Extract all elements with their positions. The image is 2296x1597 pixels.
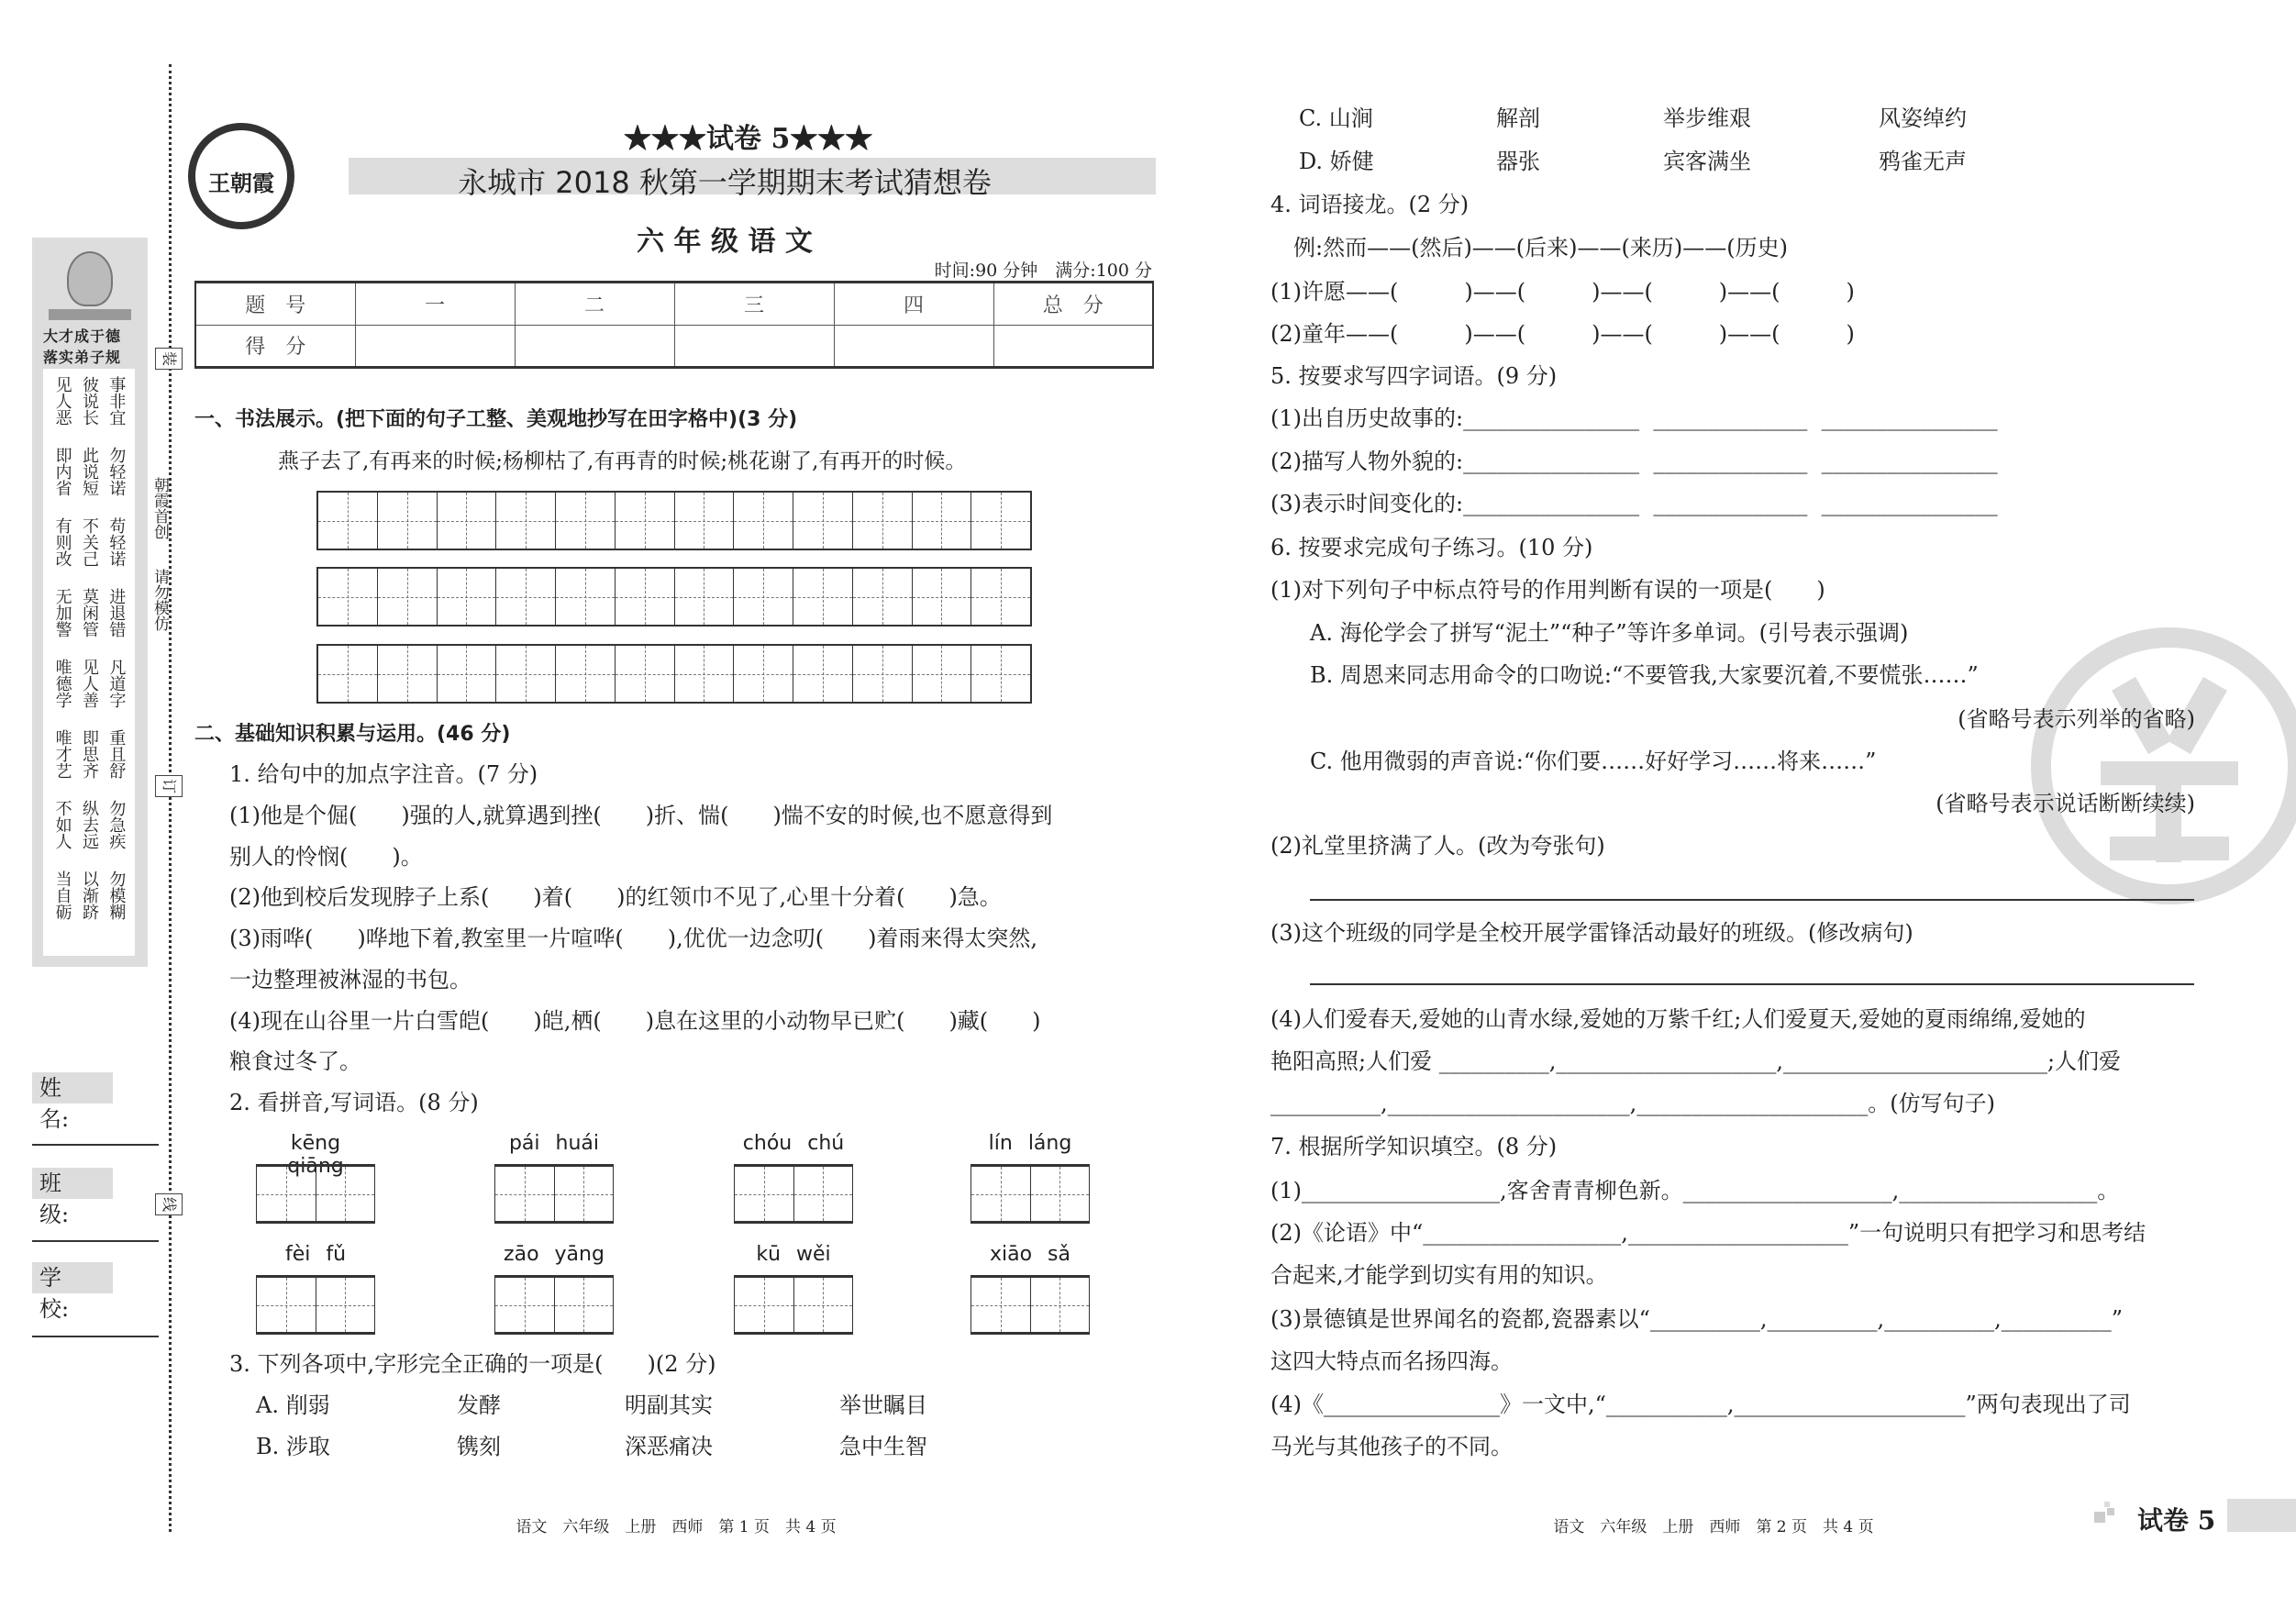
q3-option-b: 深恶痛决: [625, 1434, 713, 1459]
desk-icon: [49, 309, 131, 320]
q7-4-l2-text: 马光与其他孩子的不同。: [1270, 1434, 1513, 1459]
grid-cell[interactable]: [318, 569, 378, 625]
pinyin-label: kēng qiāng: [287, 1132, 344, 1178]
q5-1-text: (1)出自历史故事的:________________ ______________ ________________: [1270, 405, 1998, 431]
q7-2-l1-text: (2)《论语》中“__________________,____________________”一句说明只有把学习和思考结: [1270, 1220, 2146, 1246]
pinyin-answer-box[interactable]: [734, 1275, 853, 1335]
name-field[interactable]: [32, 1144, 159, 1146]
q3-d-3-text: 鸦雀无声: [1879, 149, 1967, 174]
grid-cell[interactable]: [318, 493, 378, 549]
q1-line: 别人的怜悯( )。: [229, 843, 423, 870]
page-footer-left: 语文 六年级 上册 西师 第 1 页 共 4 页: [516, 1518, 837, 1536]
binding-mark-xian: 线: [155, 1193, 183, 1215]
grid-cell[interactable]: [971, 646, 1030, 702]
pinyin-answer-box[interactable]: [734, 1164, 853, 1224]
answer-line[interactable]: [1310, 899, 2194, 901]
section-1-title: 一、书法展示。(把下面的句子工整、美观地抄写在田字格中)(3 分): [194, 408, 798, 431]
grid-cell[interactable]: [316, 1278, 375, 1332]
q3-c-3-text: 风姿绰约: [1879, 105, 1967, 131]
verse-column: 纵去远: [79, 800, 99, 849]
grid-cell[interactable]: [793, 493, 853, 549]
grid-cell[interactable]: [438, 569, 497, 625]
verse-column: 莫闲管: [79, 588, 99, 638]
grid-cell[interactable]: [971, 1278, 1031, 1332]
pinyin-answer-box[interactable]: [256, 1275, 375, 1335]
pinyin-answer-box[interactable]: [256, 1164, 375, 1224]
grid-cell[interactable]: [555, 1167, 614, 1221]
q7-4-l1-text: (4)《________________》一文中,“___________,_____________________”两句表现出了司: [1270, 1392, 2131, 1417]
copy-sentence: 燕子去了,有再来的时候;杨柳枯了,有再青的时候;桃花谢了,有再开的时候。: [278, 449, 967, 473]
q4-text: 4. 词语接龙。(2 分): [1270, 192, 1470, 217]
header-cell: 四: [834, 283, 993, 326]
q3-c-1-text: 解剖: [1496, 105, 1540, 131]
q3-option-b: 急中生智: [839, 1434, 927, 1459]
verse-group: [49, 588, 129, 647]
verse-column: 即内省: [52, 447, 72, 496]
grid-cell[interactable]: [378, 569, 438, 625]
class-label: 班 级:: [32, 1168, 113, 1199]
header-cell: 二: [515, 283, 674, 326]
pinyin-label: fèi fǔ: [284, 1243, 347, 1266]
grid-cell[interactable]: [794, 1278, 853, 1332]
pinyin-label: kū wěi: [756, 1243, 831, 1266]
pinyin-label: lín láng: [988, 1132, 1072, 1155]
grid-cell[interactable]: [616, 569, 675, 625]
verse-column: 以渐跻: [79, 871, 99, 920]
grid-cell[interactable]: [257, 1278, 316, 1332]
exam-badge: ★★★试卷 5★★★: [624, 123, 873, 155]
verse-column: 凡道字: [106, 659, 127, 708]
grid-cell[interactable]: [913, 646, 972, 702]
header-cell: 总 分: [993, 283, 1153, 326]
q1-line: (2)他到校后发现脖子上系( )着( )的红领巾不见了,心里十分着( )急。: [229, 884, 1002, 911]
verse-column: 苟轻诺: [106, 517, 127, 567]
grid-cell[interactable]: [735, 1167, 794, 1221]
pinyin-answer-box[interactable]: [494, 1164, 614, 1224]
q6-2-text: (2)礼堂里挤满了人。(改为夸张句): [1270, 833, 1605, 859]
grid-cell[interactable]: [734, 569, 793, 625]
grid-cell[interactable]: [913, 493, 972, 549]
score-cell[interactable]: [674, 325, 834, 368]
corner-squares-icon: [2094, 1512, 2105, 1523]
section-2-title: 二、基础知识积累与运用。(46 分): [194, 723, 511, 746]
q3-option-b: 镌刻: [457, 1434, 501, 1459]
q1-line: (3)雨哗( )哗地下着,教室里一片喧哗( ),优优一边念叨( )着雨来得太突然,: [229, 926, 1038, 952]
q4-example-text: 例:然而——(然后)——(后来)——(来历)——(历史): [1293, 235, 1788, 261]
verse-column: 见人善: [79, 659, 99, 708]
q6-1-a-text: A. 海伦学会了拼写“泥土”“种子”等许多单词。(引号表示强调): [1310, 620, 1909, 646]
pinyin-answer-box[interactable]: [494, 1275, 614, 1335]
q6-1-b-text: B. 周恩来同志用命令的口吻说:“不要管我,大家要沉着,不要慌张……”: [1310, 662, 1979, 688]
verse-group: [49, 729, 129, 788]
grid-cell[interactable]: [1031, 1167, 1090, 1221]
grid-cell[interactable]: [556, 569, 616, 625]
score-header-row: [195, 283, 1153, 326]
q5-2-text: (2)描写人物外貌的:________________ ______________ ________________: [1270, 449, 1998, 474]
school-label: 学 校:: [32, 1262, 113, 1293]
verse-column: 无加警: [52, 588, 72, 638]
subject-title: 六 年 级 语 文: [637, 226, 813, 258]
q1-line: 一边整理被淋湿的书包。: [229, 966, 471, 993]
verse-column: 不如人: [52, 800, 72, 849]
q1-line: (1)他是个倔( )强的人,就算遇到挫( )折、惴( )惴不安的时候,也不愿意得到: [229, 803, 1053, 828]
q3-option-a: 明副其实: [625, 1392, 713, 1418]
grid-cell[interactable]: [257, 1167, 316, 1221]
grid-cell[interactable]: [556, 493, 616, 549]
grid-cell[interactable]: [496, 646, 556, 702]
q4-1-text: (1)许愿——( )——( )——( )——( ): [1270, 279, 1855, 305]
grid-cell[interactable]: [734, 493, 793, 549]
pinyin-label: chóu chú: [742, 1132, 845, 1155]
verse-column: 即思齐: [79, 729, 99, 779]
q6-1-c-note-text: (省略号表示说话断断续续): [1936, 791, 2195, 816]
q3-option-a: 举世瞩目: [839, 1392, 927, 1418]
school-field[interactable]: [32, 1336, 159, 1337]
grid-cell[interactable]: [438, 493, 497, 549]
verse-column: 勿急疾: [106, 800, 127, 849]
grid-cell[interactable]: [675, 569, 735, 625]
grid-cell[interactable]: [794, 1167, 853, 1221]
grid-cell[interactable]: [913, 569, 972, 625]
logo-text: 王朝霞: [208, 170, 274, 196]
verse-group: [49, 517, 129, 576]
q7-3-l2-text: 这四大特点而名扬四海。: [1270, 1348, 1513, 1374]
q1-line: (4)现在山谷里一片白雪皑( )皑,栖( )息在这里的小动物早已贮( )藏( ): [229, 1007, 1041, 1034]
q5-text: 5. 按要求写四字词语。(9 分): [1270, 363, 1558, 389]
grid-cell[interactable]: [735, 1278, 794, 1332]
grid-cell[interactable]: [853, 646, 913, 702]
verse-column: 唯德学: [52, 659, 72, 708]
verse-list: [43, 369, 135, 956]
q6-1-text: (1)对下列句子中标点符号的作用判断有误的一项是( ): [1270, 577, 1825, 603]
pinyin-answer-box[interactable]: [971, 1275, 1090, 1335]
q3-d-2-text: 宾客满坐: [1663, 149, 1751, 174]
score-cell[interactable]: [993, 325, 1153, 368]
q1-line: 粮食过冬了。: [229, 1048, 361, 1075]
verse-column: 勿模糊: [106, 871, 127, 920]
grid-cell[interactable]: [495, 1167, 555, 1221]
grid-cell[interactable]: [971, 1167, 1031, 1221]
q6-1-c-text: C. 他用微弱的声音说:“你们要……好好学习……将来……”: [1310, 749, 1877, 774]
q6-text: 6. 按要求完成句子练习。(10 分): [1270, 535, 1593, 560]
verse-group: [49, 376, 129, 435]
binding-mark-zhuang: 装: [155, 348, 183, 370]
q3-c-0-text: C. 山涧: [1299, 105, 1373, 131]
pinyin-label: zāo yāng: [504, 1243, 605, 1266]
grid-cell[interactable]: [495, 1278, 555, 1332]
page-footer-right: 语文 六年级 上册 西师 第 2 页 共 4 页: [1553, 1518, 1874, 1536]
grid-cell[interactable]: [496, 569, 556, 625]
q3-d-1-text: 器张: [1496, 149, 1540, 174]
grid-cell[interactable]: [378, 493, 438, 549]
score-value-row: [195, 325, 1153, 368]
q7-text: 7. 根据所学知识填空。(8 分): [1270, 1134, 1558, 1159]
header-cell: 一: [355, 283, 515, 326]
grid-cell[interactable]: [1031, 1278, 1090, 1332]
pinyin-label: xiāo sǎ: [989, 1243, 1070, 1266]
row-label: 得 分: [195, 325, 355, 368]
grid-cell[interactable]: [853, 569, 913, 625]
grid-cell[interactable]: [496, 493, 556, 549]
grid-cell[interactable]: [971, 493, 1030, 549]
q3-c-2-text: 举步维艰: [1663, 105, 1751, 131]
verse-column: 彼说长: [79, 376, 99, 426]
verse-column: 当自砺: [52, 871, 72, 920]
grid-cell[interactable]: [318, 646, 378, 702]
writing-grid-row-2[interactable]: [316, 567, 1032, 627]
grid-cell[interactable]: [438, 646, 497, 702]
verse-column: 见人恶: [52, 376, 72, 426]
grid-cell[interactable]: [853, 493, 913, 549]
header-cell: 题 号: [195, 283, 355, 326]
mascot-icon: [67, 251, 113, 306]
verse-column: 此说短: [79, 447, 99, 496]
grid-cell[interactable]: [378, 646, 438, 702]
verse-column: 事非宜: [106, 376, 127, 426]
confidential-watermark: [2027, 624, 2296, 908]
grid-cell[interactable]: [675, 493, 735, 549]
q6-1-b-note-text: (省略号表示列举的省略): [1958, 706, 2195, 732]
corner-tab: 试卷 5: [2137, 1505, 2216, 1536]
answer-line[interactable]: [1310, 983, 2194, 985]
score-table: [194, 281, 1154, 369]
verse-group: [49, 447, 129, 505]
q7-2-l2-text: 合起来,才能学到切实有用的知识。: [1270, 1262, 1608, 1288]
exam-title: 永城市 2018 秋第一学期期末考试猜想卷: [458, 165, 992, 200]
side-note-2: 请勿模仿: [150, 569, 169, 631]
motto-line-2: 落实弟子规: [43, 349, 122, 366]
logo-icon: [188, 123, 294, 229]
q7-1-text: (1)__________________,客舍青青柳色新。___________________,__________________。: [1270, 1178, 2120, 1203]
binding-mark-ding: 订: [155, 775, 183, 797]
q7-3-l1-text: (3)景德镇是世界闻名的瓷都,瓷器素以“__________,__________,__________,__________”: [1270, 1306, 2124, 1332]
grid-cell[interactable]: [616, 646, 675, 702]
grid-cell[interactable]: [675, 646, 735, 702]
q5-3-text: (3)表示时间变化的:________________ ______________ ________________: [1270, 491, 1998, 516]
verse-group: [49, 659, 129, 717]
verse-column: 有则改: [52, 517, 72, 567]
grid-cell[interactable]: [734, 646, 793, 702]
time-info: 时间:90 分钟 满分:100 分: [934, 261, 1152, 281]
score-cell[interactable]: [515, 325, 674, 368]
q3-option-a: A. 削弱: [256, 1392, 330, 1418]
motto-line-1: 大才成于德: [43, 327, 122, 345]
verse-group: [49, 871, 129, 929]
q3-title: 3. 下列各项中,字形完全正确的一项是( )(2 分): [229, 1351, 716, 1377]
pinyin-label: pái huái: [508, 1132, 600, 1155]
q1-title: 1. 给句中的加点字注音。(7 分): [229, 761, 538, 787]
q6-4-l3-text: __________,______________________,_____________________。(仿写句子): [1270, 1091, 1995, 1116]
q3-option-b: B. 涉取: [256, 1434, 330, 1459]
grid-cell[interactable]: [616, 493, 675, 549]
grid-cell[interactable]: [556, 646, 616, 702]
pinyin-answer-box[interactable]: [971, 1164, 1090, 1224]
class-field[interactable]: [32, 1240, 159, 1242]
verse-column: 重且舒: [106, 729, 127, 779]
name-label: 姓 名:: [32, 1072, 113, 1103]
writing-grid-row-1[interactable]: [316, 491, 1032, 550]
q4-2-text: (2)童年——( )——( )——( )——( ): [1270, 321, 1855, 347]
corner-tab-bar: [2227, 1499, 2296, 1532]
q6-4-l2-text: 艳阳高照;人们爱 __________,____________________,________________________;人们爱: [1270, 1048, 2122, 1074]
binding-dotted-line: [169, 64, 172, 1532]
writing-grid-row-3[interactable]: [316, 644, 1032, 704]
q6-4-l1-text: (4)人们爱春天,爱她的山青水绿,爱她的万紫千红;人们爱夏天,爱她的夏雨绵绵,爱她的: [1270, 1006, 2086, 1032]
q6-3-text: (3)这个班级的同学是全校开展学雷锋活动最好的班级。(修改病句): [1270, 920, 1913, 946]
grid-cell[interactable]: [316, 1167, 375, 1221]
score-cell[interactable]: [355, 325, 515, 368]
verse-column: 唯才艺: [52, 729, 72, 779]
verse-column: 勿轻诺: [106, 447, 127, 496]
header-cell: 三: [674, 283, 834, 326]
grid-cell[interactable]: [793, 569, 853, 625]
verse-group: [49, 800, 129, 859]
verse-column: 不关己: [79, 517, 99, 567]
grid-cell[interactable]: [971, 569, 1030, 625]
q3-d-0-text: D. 娇健: [1299, 149, 1374, 174]
q3-option-a: 发酵: [457, 1392, 501, 1418]
score-cell[interactable]: [834, 325, 993, 368]
grid-cell[interactable]: [793, 646, 853, 702]
grid-cell[interactable]: [555, 1278, 614, 1332]
q2-title: 2. 看拼音,写词语。(8 分): [229, 1090, 479, 1115]
verse-column: 进退错: [106, 588, 127, 638]
side-note-1: 朝霞首创: [150, 477, 169, 539]
